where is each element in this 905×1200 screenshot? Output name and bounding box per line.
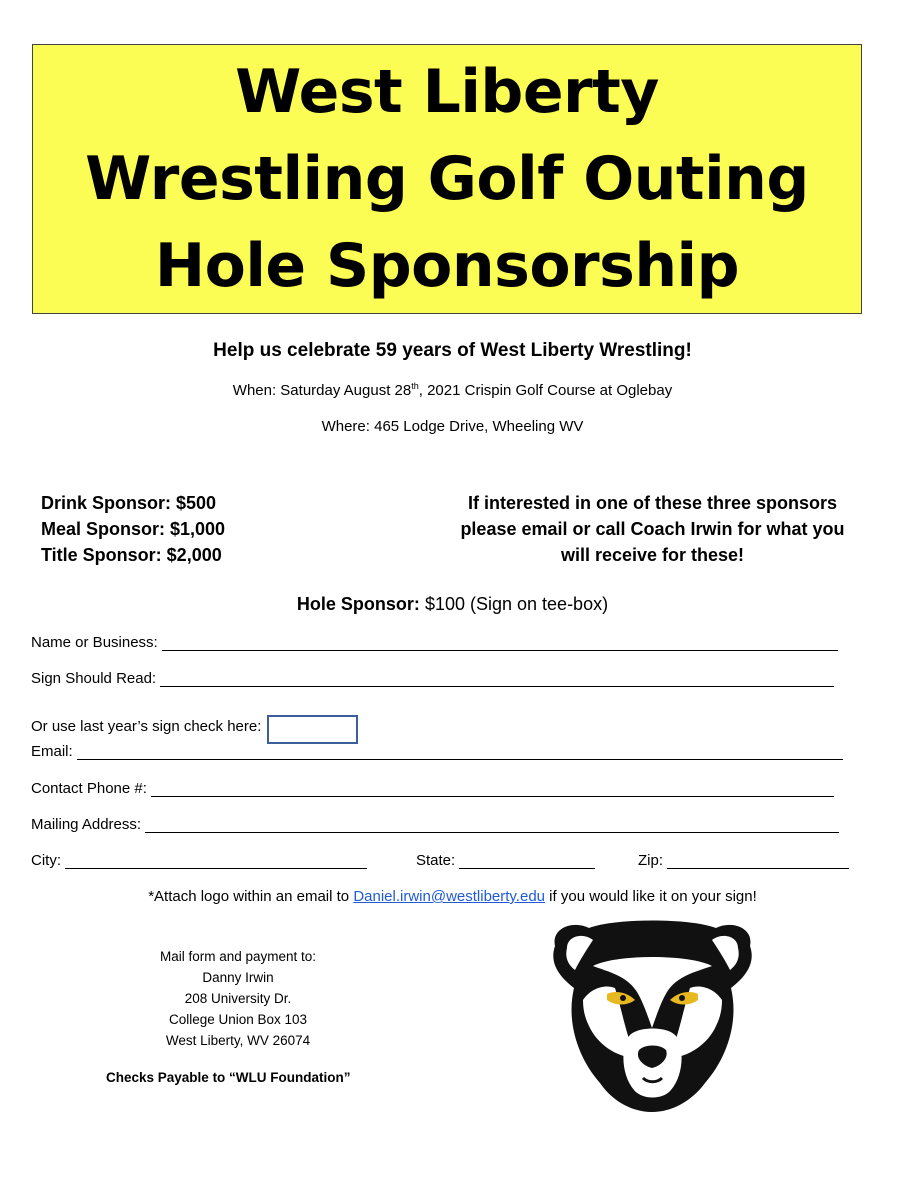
event-when: When: Saturday August 28th, 2021 Crispin Golf Course at Oglebay: [232, 381, 673, 399]
address-field[interactable]: [31, 816, 839, 833]
drink-sponsor: Drink Sponsor: $500: [41, 493, 217, 513]
address-label: Mailing Address:: [31, 816, 142, 833]
mailing-info: [128, 946, 348, 1051]
city-field[interactable]: [31, 852, 367, 869]
last-year-sign-row: [31, 706, 358, 735]
sponsor-tiers: [41, 490, 225, 568]
state-label: State:: [416, 852, 456, 869]
mail-name: Danny Irwin: [202, 970, 274, 985]
state-line[interactable]: [459, 854, 595, 869]
hole-sponsor: Hole Sponsor: $100 (Sign on tee-box): [296, 594, 609, 614]
last-year-sign-label: Or use last year’s sign check here:: [31, 718, 262, 735]
name-business-label: Name or Business:: [31, 634, 158, 651]
mail-street: 208 University Dr.: [184, 991, 292, 1006]
state-field[interactable]: [416, 852, 595, 869]
title-sponsor: Title Sponsor: $2,000: [41, 545, 222, 565]
zip-label: Zip:: [638, 852, 664, 869]
subtitle: Help us celebrate 59 years of West Liberty Wrestling!: [213, 340, 692, 361]
meal-sponsor: Meal Sponsor: $1,000: [41, 519, 226, 539]
last-year-sign-checkbox[interactable]: [267, 715, 358, 744]
city-line[interactable]: [65, 854, 367, 869]
page-title: West Liberty Wrestling Golf Outing Hole Sponsorship: [85, 56, 809, 301]
sign-text-field[interactable]: [31, 670, 834, 687]
title-banner: [32, 44, 862, 314]
sponsor-interest-note: If interested in one of these three sponsors please email or call Coach Irwin for what you will receive for these!: [460, 493, 845, 565]
logo-note: *Attach logo within an email to Daniel.irwin@westliberty.edu if you would like it on your sign!: [148, 888, 757, 905]
mail-heading: Mail form and payment to:: [159, 949, 317, 964]
zip-field[interactable]: [638, 852, 849, 869]
email-label: Email:: [31, 743, 73, 760]
mail-box: College Union Box 103: [168, 1012, 308, 1027]
bear-logo-icon: [545, 918, 760, 1113]
email-line[interactable]: [77, 745, 843, 760]
sign-text-label: Sign Should Read:: [31, 670, 157, 687]
checks-payable: Checks Payable to “WLU Foundation”: [106, 1070, 351, 1085]
name-business-field[interactable]: [31, 634, 838, 651]
phone-label: Contact Phone #:: [31, 780, 147, 797]
email-link[interactable]: Daniel.irwin@westliberty.edu: [353, 888, 546, 905]
address-line[interactable]: [145, 818, 839, 833]
mail-city: West Liberty, WV 26074: [165, 1033, 311, 1048]
name-business-line[interactable]: [162, 636, 838, 651]
city-label: City:: [31, 852, 61, 869]
phone-line[interactable]: [151, 782, 834, 797]
zip-line[interactable]: [667, 854, 849, 869]
phone-field[interactable]: [31, 780, 834, 797]
sign-text-line[interactable]: [160, 672, 834, 687]
email-field[interactable]: [31, 743, 843, 760]
event-where: Where: 465 Lodge Drive, Wheeling WV: [321, 418, 584, 435]
